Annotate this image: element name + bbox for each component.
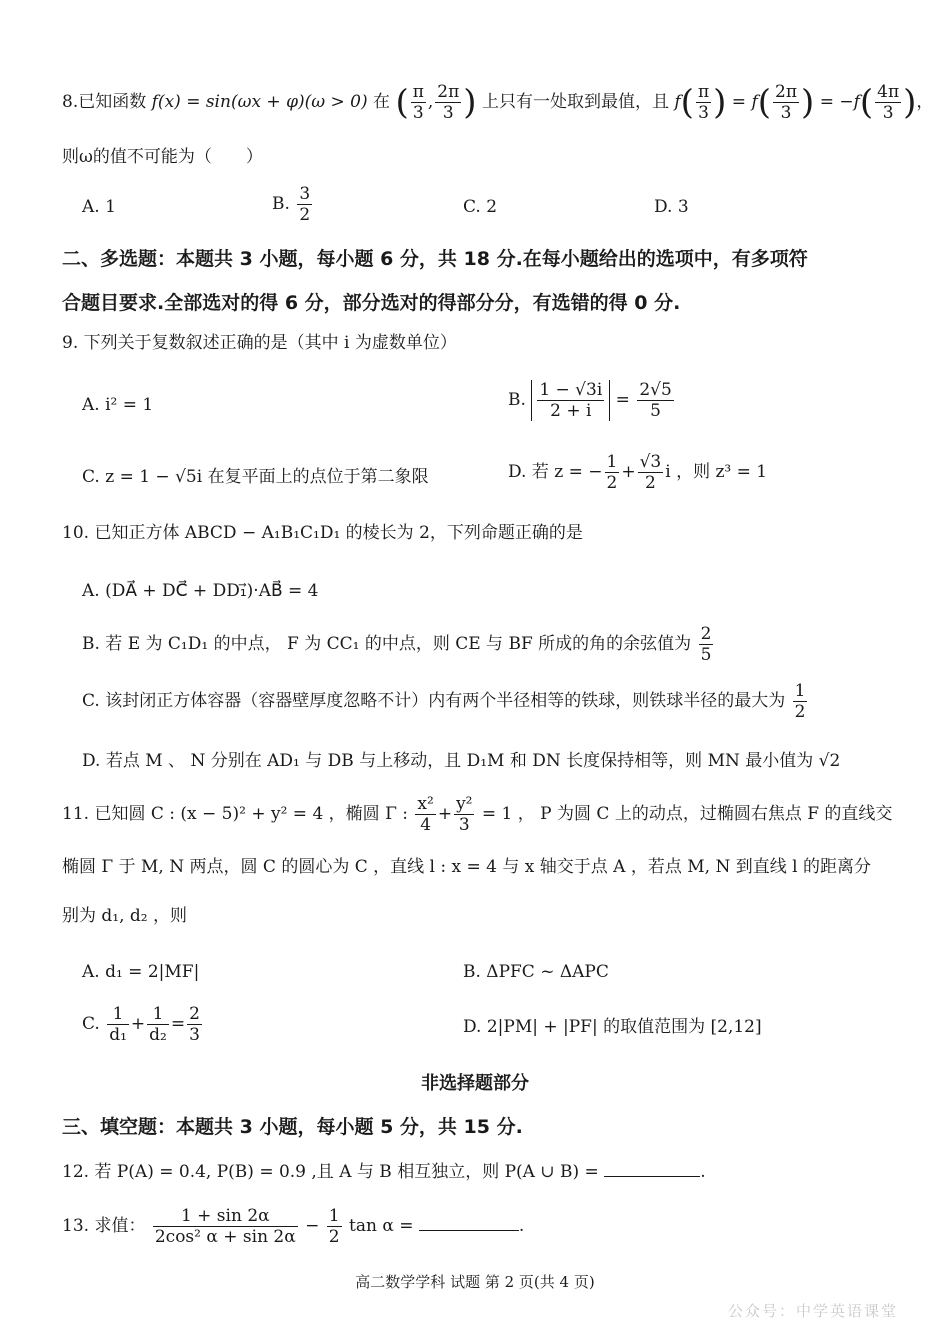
q8-option-d: D. 3 <box>654 197 689 217</box>
q10-c-frac <box>793 681 808 722</box>
q13-minus: − <box>305 1216 320 1236</box>
q8-frac4-num: 2π <box>775 82 798 102</box>
q8-option-b <box>272 184 314 225</box>
q11-c-d2: d₂ <box>149 1025 167 1045</box>
q8-b-num: 3 <box>299 184 311 204</box>
q11-c-label: C. <box>82 1014 100 1034</box>
paren-icon: ) <box>903 82 917 123</box>
section2-line1: 二、多选题：本题共 3 小题，每小题 6 分，共 18 分.在每小题给出的选项中，有多项符 <box>62 248 808 270</box>
q11-plus: + <box>437 804 453 824</box>
paren-icon: ( <box>757 82 772 123</box>
q9-d-end: i ，则 z³ = 1 <box>665 462 768 482</box>
paren-icon: ) <box>801 82 815 123</box>
q11-option-c <box>82 1004 204 1045</box>
q9-d-frac1 <box>605 452 620 493</box>
q11-c-frac1 <box>107 1004 129 1045</box>
paren-icon: ( <box>395 82 409 123</box>
q10-option-d: D. 若点 M 、 N 分别在 AD₁ 与 DB 与上移动，且 D₁M 和 DN 长度保持相等，则 MN 最小值为 √2 <box>82 751 841 771</box>
paren-icon: ) <box>463 82 477 123</box>
paren-icon: ( <box>680 82 694 123</box>
q8-option-b-frac <box>297 184 312 225</box>
q11-c-n1: 1 <box>107 1004 129 1025</box>
q8-frac2-den: 3 <box>442 103 454 123</box>
section3-header: 三、填空题：本题共 3 小题，每小题 5 分，共 15 分. <box>62 1116 523 1138</box>
q10-c-text: C. 该封闭正方体容器（容器壁厚度忽略不计）内有两个半径相等的铁球，则铁球半径的最大为 <box>82 691 786 711</box>
q9-b-eq: = <box>615 390 630 410</box>
q11-c-n2: 1 <box>147 1004 169 1025</box>
q12-line <box>62 1158 706 1183</box>
q8-func: f(x) = sin(ωx + φ)(ω > 0) <box>151 92 368 112</box>
q13-d2: 2 <box>328 1227 340 1247</box>
q9-b-frac <box>537 380 604 421</box>
q9-d-frac2 <box>638 452 664 493</box>
q10-option-b <box>82 624 715 665</box>
q8-frac5-num: 4π <box>877 82 900 102</box>
q13-line <box>62 1206 524 1247</box>
q8-option-a: A. 1 <box>82 197 116 217</box>
q9-option-b <box>508 380 676 421</box>
q10-b-text: B. 若 E 为 C₁D₁ 的中点， F 为 CC₁ 的中点，则 CE 与 BF 所成的角的余弦值为 <box>82 634 692 654</box>
q12-text: 12. 若 P(A) = 0.4, P(B) = 0.9 ,且 A 与 B 相互独立，则 P(A ∪ B) = <box>62 1162 599 1182</box>
q8-line2: 则ω的值不可能为（ ） <box>62 147 263 167</box>
paren-icon: ) <box>713 82 727 123</box>
q8-prefix: 8.已知函数 <box>62 92 147 112</box>
q10-b-num: 2 <box>700 624 712 644</box>
q11-option-d: D. 2|PM| + |PF| 的取值范围为 [2,12] <box>463 1017 762 1037</box>
q9-d-d1: 2 <box>606 473 618 493</box>
q13-num: 1 + sin 2α <box>153 1206 298 1227</box>
q9-b-rden: 5 <box>650 401 661 421</box>
section2-line2: 合题目要求.全部选对的得 6 分，部分选对的得部分分，有选错的得 0 分. <box>62 292 681 314</box>
q8-frac5-den: 3 <box>882 103 894 123</box>
watermark: 公众号：中学英语课堂 <box>727 1302 898 1320</box>
q10-stem: 10. 已知正方体 ABCD − A₁B₁C₁D₁ 的棱长为 2，下列命题正确的是 <box>62 523 583 543</box>
page-footer: 高二数学学科 试题 第 2 页(共 4 页) <box>355 1273 595 1291</box>
q8-frac3 <box>696 82 711 123</box>
q12-answer-blank[interactable] <box>604 1158 700 1177</box>
q10-b-den: 5 <box>700 645 712 665</box>
q11-c-frac2 <box>147 1004 169 1045</box>
q8-frac3-den: 3 <box>698 103 709 123</box>
q13-answer-blank[interactable] <box>419 1212 519 1231</box>
q8-frac1-den: 3 <box>412 103 424 123</box>
q11-y-num: y² <box>456 794 473 814</box>
q9-b-rnum: 2√5 <box>639 380 672 400</box>
q9-b-abs <box>531 380 610 421</box>
q11-c-d1: d₁ <box>109 1025 127 1045</box>
q13-frac2 <box>327 1206 342 1247</box>
q11-line2: 椭圆 Γ 于 M, N 两点，圆 C 的圆心为 C ，直线 l : x = 4 与 x 轴交于点 A ，若点 M, N 到直线 l 的距离分 <box>62 857 871 877</box>
q11-l1a: 11. 已知圆 C : (x − 5)² + y² = 4 ，椭圆 Γ : <box>62 804 408 824</box>
q9-b-rfrac <box>637 380 673 421</box>
q11-c-eq: = <box>170 1014 186 1034</box>
q9-d-plus: + <box>621 462 636 482</box>
q8-frac1 <box>411 82 426 123</box>
q9-b-den: 2 + i <box>550 401 592 421</box>
q11-c-plus: + <box>130 1014 146 1034</box>
q8-end: ， <box>916 92 934 112</box>
q8-frac2 <box>435 82 461 123</box>
q9-b-num: 1 − √3i <box>539 380 603 400</box>
q8-eqmid2: = −f <box>819 92 860 112</box>
q8-frac1-num: π <box>412 82 424 102</box>
q13-den: 2cos² α + sin 2α <box>154 1227 296 1247</box>
q8-mid1: 在 <box>373 92 391 112</box>
paren-icon: ( <box>859 82 874 123</box>
q9-b-label: B. <box>508 390 526 410</box>
q11-x-den: 4 <box>420 815 432 835</box>
q9-d-n1: 1 <box>606 452 618 472</box>
q11-c-d3: 3 <box>189 1025 200 1045</box>
q11-c-n3: 2 <box>189 1004 200 1024</box>
q9-option-d <box>508 452 767 493</box>
q13-frac <box>153 1206 298 1247</box>
q9-option-a: A. i² = 1 <box>82 395 154 415</box>
q8-frac4-den: 3 <box>780 103 792 123</box>
q10-b-frac <box>699 624 714 665</box>
q9-d-label: D. 若 z = − <box>508 462 603 482</box>
q8-b-den: 2 <box>299 205 311 225</box>
q11-yfrac <box>454 794 474 835</box>
q13-n2: 1 <box>328 1206 340 1226</box>
q11-l1b: = 1 ， P 为圆 C 上的动点，过椭圆右焦点 F 的直线交 <box>481 804 893 824</box>
q8-mid2: 上只有一处取到最值，且 <box>481 92 669 112</box>
q13-tail: tan α = <box>349 1216 414 1236</box>
q8-option-c: C. 2 <box>463 197 498 217</box>
q8-frac5 <box>875 82 901 123</box>
q11-option-a: A. d₁ = 2|MF| <box>82 962 200 982</box>
q8-f1: f <box>674 92 681 112</box>
q10-c-num: 1 <box>794 681 806 701</box>
nonchoice-heading: 非选择题部分 <box>421 1073 529 1094</box>
q11-c-frac3 <box>187 1004 202 1045</box>
q8-frac4 <box>773 82 799 123</box>
q13-end: . <box>518 1216 525 1236</box>
q9-option-c: C. z = 1 − √5i 在复平面上的点位于第二象限 <box>82 467 429 487</box>
q10-option-c <box>82 681 809 722</box>
q9-stem: 9. 下列关于复数叙述正确的是（其中 i 为虚数单位） <box>62 333 457 353</box>
q11-line1 <box>62 794 892 835</box>
q9-d-d2: 2 <box>644 473 656 493</box>
q11-line3: 别为 d₁, d₂ ，则 <box>62 906 188 926</box>
q8-line1: 8.已知函数 f(x) = sin(ωx + φ)(ω > 0) 在 ( $\frac{\pi}{3}$ , $\frac{2\pi}{3}$ ) 上只有一处取到最值，且 f( $\frac{\pi}{3}$ ) = f( $\frac{2\pi}{3}$ ) = −f( $\frac{4\pi}{3}$ )， <box>62 82 934 123</box>
q11-option-b: B. ΔPFC ~ ΔAPC <box>463 962 609 982</box>
q11-y-den: 3 <box>458 815 470 835</box>
q13-label: 13. 求值： <box>62 1216 146 1236</box>
q12-end: . <box>700 1162 706 1182</box>
q8-eqmid: = f <box>731 92 758 112</box>
q8-frac2-num: 2π <box>437 82 460 102</box>
q9-d-n2: √3 <box>639 452 662 472</box>
q8-option-b-label: B. <box>272 194 290 214</box>
q11-x-num: x² <box>417 794 434 814</box>
q10-c-den: 2 <box>794 702 806 722</box>
q11-xfrac <box>415 794 435 835</box>
q10-option-a: A. (DA⃗ + DC⃗ + DD₁⃗)·AB⃗ = 4 <box>82 581 319 601</box>
q8-frac3-num: π <box>697 82 710 102</box>
